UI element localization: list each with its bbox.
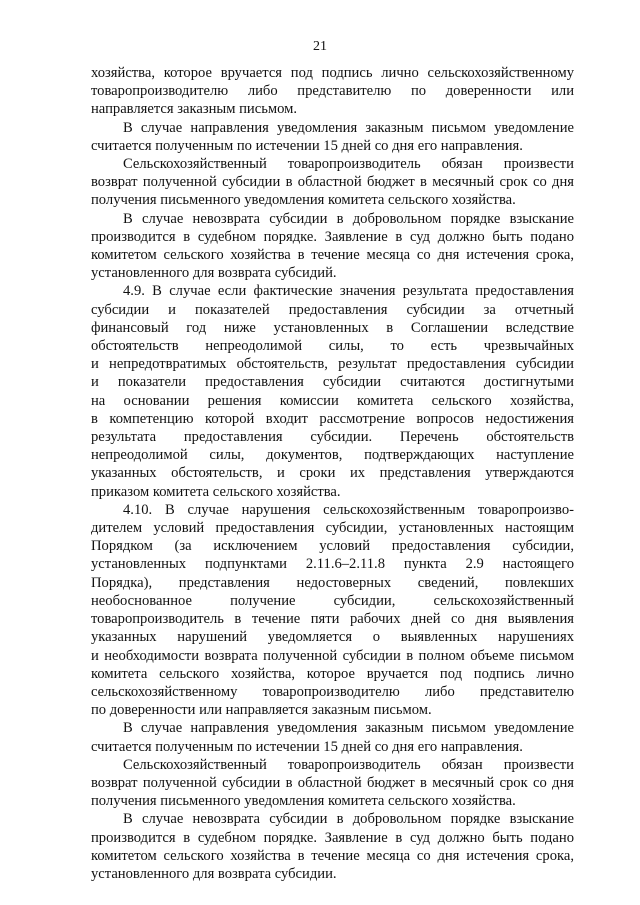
- text-line: возврат полученной субсидии в областной бюджет в месячный срок со дня: [91, 774, 574, 791]
- text-line: В случае невозврата субсидии в добровольном порядке взыскание: [123, 811, 574, 828]
- text-line: обстоятельств непреодолимой силы, то есть чрезвычайных: [91, 338, 574, 355]
- text-line: возврат полученной субсидии в областной бюджет в месячный срок со дня: [91, 174, 574, 191]
- text-line: Сельскохозяйственный товаропроизводитель обязан произвести: [123, 156, 574, 173]
- document-body: [91, 64, 574, 883]
- paragraph: [91, 756, 574, 811]
- paragraph: [91, 282, 574, 500]
- text-line: производится в судебном порядке. Заявление в суд должно быть подано: [91, 228, 574, 245]
- text-line: на основании решения комиссии комитета сельского хозяйства,: [91, 392, 574, 409]
- paragraph: [91, 210, 574, 283]
- paragraph: [91, 501, 574, 719]
- text-line: установленного для возврата субсидий.: [91, 265, 337, 282]
- text-line: и непредотвратимых обстоятельств, результат предоставления субсидии: [91, 356, 574, 373]
- text-line: хозяйства, которое вручается под подпись лично сельскохозяйственному: [91, 65, 574, 81]
- paragraph: [91, 119, 574, 155]
- text-line: указанных обстоятельств, и сроки их представления утверждаются: [91, 465, 574, 482]
- page-number: 21: [313, 39, 327, 54]
- text-line: приказом комитета сельского хозяйства.: [91, 483, 341, 500]
- text-line: дителем условий предоставления субсидии, установленных настоящим: [91, 520, 574, 537]
- text-line: в компетенцию которой входит рассмотрение вопросов недостижения: [91, 410, 574, 427]
- text-line: субсидии и показателей предоставления субсидии за отчетный: [91, 301, 574, 318]
- paragraph: [91, 64, 574, 119]
- text-line: направляется заказным письмом.: [91, 101, 297, 118]
- text-line: В случае направления уведомления заказным письмом уведомление: [123, 119, 574, 136]
- text-line: В случае невозврата субсидии в добровольном порядке взыскание: [123, 210, 574, 227]
- text-line: товаропроизводителю либо представителю по доверенности или: [91, 83, 574, 100]
- text-line: 4.9. В случае если фактические значения результата предоставления: [123, 283, 574, 300]
- text-line: сельскохозяйственному товаропроизводителю либо представителю: [91, 683, 574, 700]
- text-line: получения письменного уведомления комитета сельского хозяйства.: [91, 192, 516, 209]
- text-line: финансовый год ниже установленных в Соглашении вследствие: [91, 319, 574, 336]
- text-line: Порядка), представления недостоверных сведений, повлекших: [91, 574, 574, 591]
- text-line: товаропроизводитель в течение пяти рабочих дней со дня выявления: [91, 611, 574, 628]
- text-line: и показатели предоставления субсидии считаются достигнутыми: [91, 374, 574, 391]
- text-line: результата предоставления субсидии. Перечень обстоятельств: [91, 429, 574, 446]
- text-line: необоснованное получение субсидии, сельскохозяйственный: [91, 592, 574, 609]
- paragraph: [91, 719, 574, 755]
- text-line: комитетом сельского хозяйства в течение месяца со дня истечения срока,: [91, 247, 574, 264]
- text-line: комитета сельского хозяйства, которое вручается под подпись лично: [91, 665, 574, 682]
- paragraph: [91, 155, 574, 210]
- text-line: комитетом сельского хозяйства в течение месяца со дня истечения срока,: [91, 847, 574, 864]
- text-line: считается полученным по истечении 15 дней со дня его направления.: [91, 137, 523, 154]
- text-line: считается полученным по истечении 15 дней со дня его направления.: [91, 738, 523, 755]
- text-line: непреодолимой силы, документов, подтверждающих наступление: [91, 447, 574, 464]
- text-line: В случае направления уведомления заказным письмом уведомление: [123, 720, 574, 737]
- text-line: производится в судебном порядке. Заявление в суд должно быть подано: [91, 829, 574, 846]
- text-line: получения письменного уведомления комитета сельского хозяйства.: [91, 793, 516, 810]
- text-line: по доверенности или направляется заказным письмом.: [91, 702, 432, 719]
- text-line: установленных подпунктами 2.11.6–2.11.8 пункта 2.9 настоящего: [91, 556, 574, 573]
- text-line: Порядком (за исключением условий предоставления субсидии,: [91, 538, 574, 555]
- text-line: и необходимости возврата полученной субсидии в полном объеме письмом: [91, 647, 574, 664]
- text-line: 4.10. В случае нарушения сельскохозяйственным товаропроизво-: [123, 501, 574, 518]
- paragraph: [91, 810, 574, 883]
- text-line: Сельскохозяйственный товаропроизводитель обязан произвести: [123, 756, 574, 773]
- text-line: указанных нарушений уведомляется о выявленных нарушениях: [91, 629, 574, 646]
- text-line: установленного для возврата субсидии.: [91, 865, 337, 882]
